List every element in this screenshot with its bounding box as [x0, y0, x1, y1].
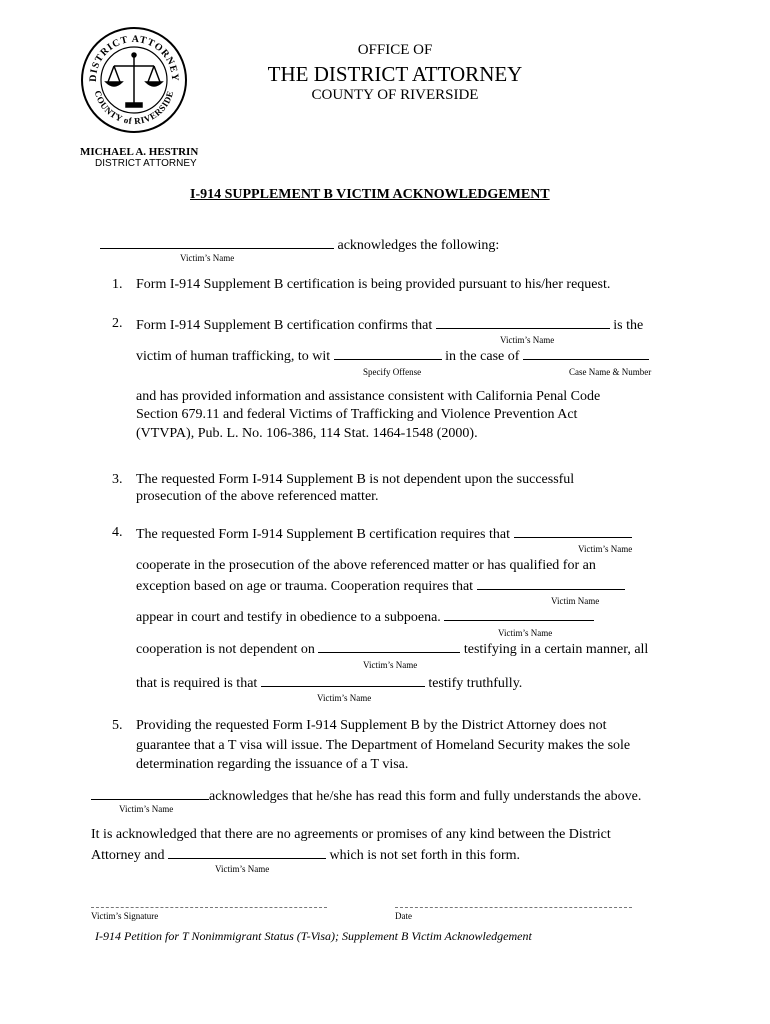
- document-title: I-914 SUPPLEMENT B VICTIM ACKNOWLEDGEMENT: [190, 187, 550, 202]
- county-label: COUNTY OF RIVERSIDE: [311, 87, 479, 103]
- specify-offense-caption: Specify Offense: [363, 367, 422, 377]
- item-2-text-c: and has provided information and assistance consistent with California Penal Code: [136, 389, 601, 404]
- ack-text: acknowledges that he/she has read this form and fully understands the above.: [209, 789, 642, 804]
- victim-name-field[interactable]: [100, 236, 334, 249]
- victim-name-caption: Victim’s Name: [180, 253, 235, 263]
- scales-of-justice-icon: [106, 53, 162, 107]
- victim-name-field[interactable]: [91, 787, 209, 800]
- office-title: THE DISTRICT ATTORNEY: [267, 62, 523, 86]
- case-name-number-caption: Case Name & Number: [569, 367, 652, 377]
- item-4-text-d: appear in court and testify in obedience to a subpoena.: [136, 610, 441, 625]
- item-2-text-b-mid: in the case of: [445, 349, 520, 364]
- item-5-text-c: determination regarding the issuance of a T visa.: [136, 757, 409, 772]
- victim-name-field[interactable]: [514, 525, 632, 538]
- specify-offense-field[interactable]: [334, 347, 442, 360]
- item-number: 2.: [112, 316, 123, 331]
- victim-name-caption: Victim’s Name: [215, 864, 270, 874]
- item-2-text-a-tail: is the: [613, 318, 644, 333]
- victim-name-field[interactable]: [436, 316, 610, 329]
- item-2-line-b: [136, 347, 649, 365]
- victim-name-field[interactable]: [261, 674, 425, 687]
- item-4-text-f: that is required is that: [136, 676, 258, 691]
- intro-text: acknowledges the following:: [337, 238, 500, 253]
- victim-name-field[interactable]: [444, 608, 594, 621]
- district-attorney-seal: [80, 26, 188, 134]
- date-caption: Date: [395, 911, 412, 921]
- ack-line: [91, 787, 641, 805]
- district-attorney-title: DISTRICT ATTORNEY: [95, 158, 197, 169]
- date-field[interactable]: [395, 907, 632, 908]
- item-4-line-a: [136, 525, 632, 543]
- victim-name-caption: Victim’s Name: [317, 693, 372, 703]
- item-4-line-d: [136, 608, 594, 626]
- item-4-text-a: The requested Form I-914 Supplement B certification requires that: [136, 527, 511, 542]
- final-text-b-start: Attorney and: [91, 848, 165, 863]
- item-4-text-f-tail: testify truthfully.: [428, 676, 523, 691]
- item-2-line-a: [136, 316, 643, 334]
- final-text-b-end: which is not set forth in this form.: [329, 848, 521, 863]
- office-of-label: OFFICE OF: [357, 42, 433, 58]
- seal-top-text: DISTRICT ATTORNEY: [87, 33, 181, 83]
- item-2-text-e: (VTVPA), Pub. L. No. 106-386, 114 Stat. 1464-1548 (2000).: [136, 426, 478, 441]
- item-number: 1.: [112, 277, 123, 292]
- item-3-text-a: The requested Form I-914 Supplement B is not dependent upon the successful: [136, 472, 575, 487]
- case-name-number-field[interactable]: [523, 347, 649, 360]
- item-number: 4.: [112, 525, 123, 540]
- form-footer: I-914 Petition for T Nonimmigrant Status (T-Visa); Supplement B Victim Acknowledgement: [95, 929, 532, 943]
- item-4-line-f: [136, 674, 522, 692]
- item-4-line-e: [136, 640, 648, 658]
- intro-line: [100, 236, 499, 254]
- item-number: 5.: [112, 718, 123, 733]
- victim-signature-caption: Victim’s Signature: [91, 911, 159, 921]
- final-line-b: [91, 846, 520, 864]
- item-2-text-d: Section 679.11 and federal Victims of Trafficking and Violence Prevention Act: [136, 407, 578, 422]
- victim-name-caption: Victim’s Name: [498, 628, 553, 638]
- victim-signature-field[interactable]: [91, 907, 327, 908]
- final-text-a: It is acknowledged that there are no agreements or promises of any kind between the District: [91, 827, 611, 842]
- victim-name-caption: Victim’s Name: [119, 804, 174, 814]
- victim-name-caption: Victim’s Name: [578, 544, 633, 554]
- item-4-line-c: [136, 577, 625, 595]
- item-2-text-a: Form I-914 Supplement B certification confirms that: [136, 318, 433, 333]
- seal-bottom-text: COUNTY of RIVERSIDE: [92, 89, 176, 127]
- item-number: 3.: [112, 472, 123, 487]
- victim-name-field[interactable]: [477, 577, 625, 590]
- item-5-text-a: Providing the requested Form I-914 Supplement B by the District Attorney does not: [136, 718, 607, 733]
- item-4-text-c: exception based on age or trauma. Cooperation requires that: [136, 579, 474, 594]
- victim-name-field[interactable]: [318, 640, 460, 653]
- victim-name-caption: Victim Name: [551, 596, 600, 606]
- district-attorney-name: MICHAEL A. HESTRIN: [80, 146, 199, 158]
- victim-name-caption: Victim’s Name: [500, 335, 555, 345]
- item-4-text-e-tail: testifying in a certain manner, all: [463, 642, 649, 657]
- item-4-text-e: cooperation is not dependent on: [136, 642, 315, 657]
- item-2-text-b: victim of human trafficking, to wit: [136, 349, 331, 364]
- item-4-text-b: cooperate in the prosecution of the above referenced matter or has qualified for an: [136, 558, 596, 573]
- item-5-text-b: guarantee that a T visa will issue. The Department of Homeland Security makes the sole: [136, 738, 631, 753]
- item-3-text-b: prosecution of the above referenced matter.: [136, 489, 379, 504]
- victim-name-caption: Victim’s Name: [363, 660, 418, 670]
- item-1-text: Form I-914 Supplement B certification is being provided pursuant to his/her request.: [136, 277, 611, 292]
- victim-name-field[interactable]: [168, 846, 326, 859]
